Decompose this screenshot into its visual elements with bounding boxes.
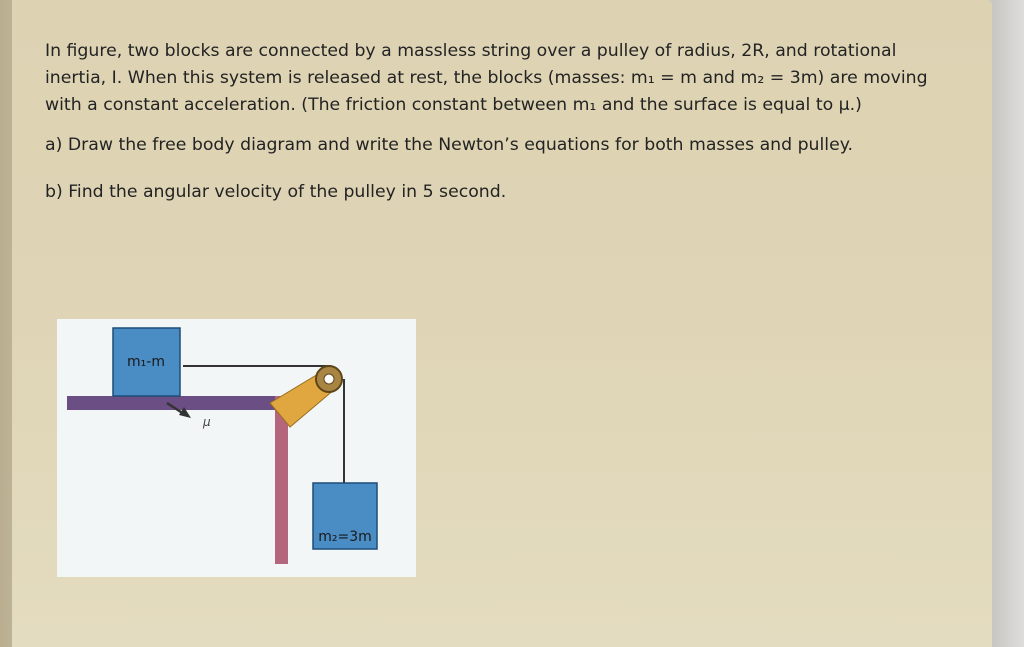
problem-text (45, 38, 955, 206)
problem-part-a: a) Draw the free body diagram and write the Newton’s equations for both masses and pulley. (45, 135, 853, 155)
problem-intro: In figure, two blocks are connected by a massless string over a pulley of radius, 2R, and rotational inertia, I. When this system is released at rest, the blocks (masses: m₁ = m and m₂ = 3m) are moving with a constant acceleration. (The friction constant between m₁ and the surface is equal to μ.) (45, 41, 928, 115)
background-edge (992, 0, 1024, 647)
pulley-axle (324, 374, 334, 384)
problem-part-b: b) Find the angular velocity of the pulley in 5 second. (45, 182, 507, 202)
friction-label: μ (203, 415, 211, 429)
pulley-figure (57, 319, 416, 577)
block-m2-label: m₂=3m (318, 529, 372, 545)
pulley-diagram (57, 319, 416, 577)
block-m1-label: m₁-m (127, 354, 165, 370)
